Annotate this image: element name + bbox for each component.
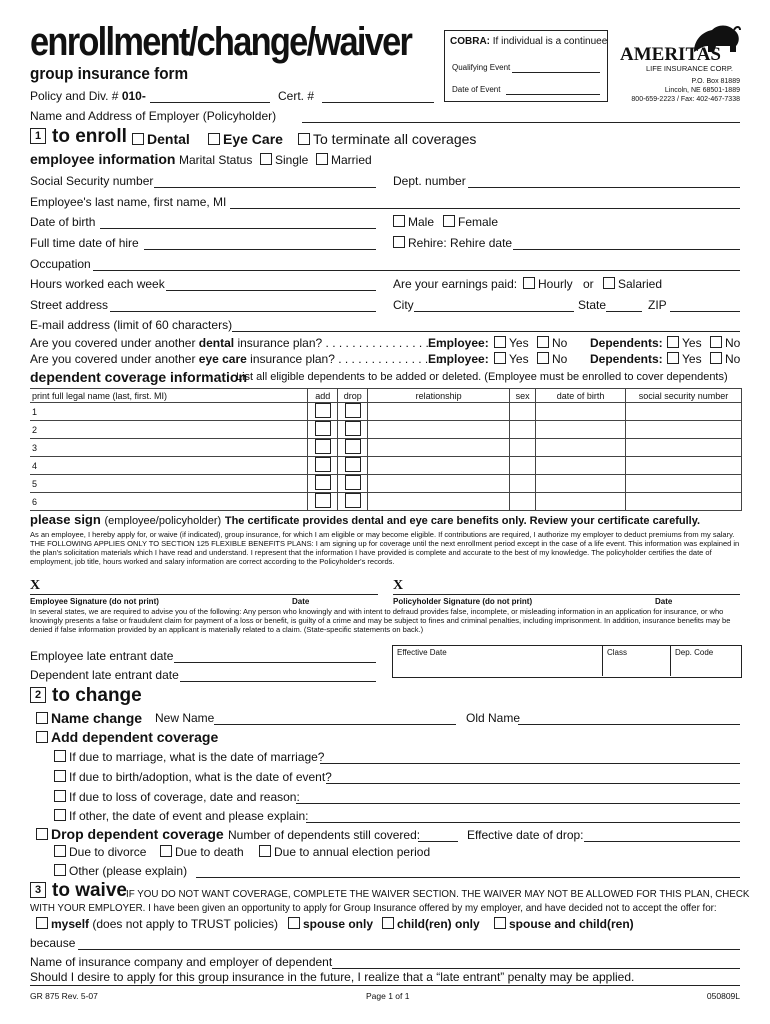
death-option[interactable]: Due to death xyxy=(160,845,244,859)
insurer-label: Name of insurance company and employer of dependent xyxy=(30,955,333,969)
or-label: or xyxy=(583,277,594,291)
drop-checkbox[interactable] xyxy=(345,457,361,472)
birth-option[interactable]: If due to birth/adoption, what is the date of event? xyxy=(54,770,332,784)
occupation-field[interactable] xyxy=(93,270,740,271)
change-heading: 2 to change xyxy=(30,685,142,707)
company-name: AMERITAS xyxy=(620,44,721,65)
dependent-row xyxy=(30,421,742,439)
eye-dep-no-checkbox[interactable] xyxy=(710,352,722,364)
rehire-checkbox[interactable] xyxy=(393,236,405,248)
employee-signature-field[interactable] xyxy=(30,594,378,595)
spouse-checkbox[interactable] xyxy=(288,917,300,929)
dependent-add-cell[interactable] xyxy=(308,493,338,511)
add-checkbox[interactable] xyxy=(315,439,331,454)
dependent-ssn-cell[interactable] xyxy=(626,421,742,439)
eye-option[interactable]: Eye Care xyxy=(208,131,283,147)
salaried-option[interactable]: Salaried xyxy=(603,277,662,291)
marital-label: Marital Status xyxy=(179,153,253,167)
spouse-children-option[interactable]: spouse and child(ren) xyxy=(494,917,634,931)
new-name-field[interactable] xyxy=(214,724,456,725)
late-emp-field[interactable] xyxy=(174,662,376,663)
add-dep-checkbox[interactable] xyxy=(36,731,48,743)
form-number: GR 875 Rev. 5-07 xyxy=(30,991,98,1001)
dependent-row xyxy=(30,457,742,475)
dependent-ssn-cell[interactable] xyxy=(626,439,742,457)
eye-emp-no-checkbox[interactable] xyxy=(537,352,549,364)
male-option[interactable]: Male xyxy=(393,215,434,229)
marriage-option[interactable]: If due to marriage, what is the date of marriage? xyxy=(54,750,324,764)
dependent-drop-cell[interactable] xyxy=(338,421,368,439)
dependent-drop-cell[interactable] xyxy=(338,493,368,511)
drop-checkbox[interactable] xyxy=(345,421,361,436)
dependent-dob-cell[interactable] xyxy=(536,475,626,493)
dependent-name-cell[interactable] xyxy=(30,421,308,439)
because-field[interactable] xyxy=(78,949,740,950)
employee-name-label: Employee's last name, first name, MI xyxy=(30,195,227,209)
add-checkbox[interactable] xyxy=(315,475,331,490)
loss-checkbox[interactable] xyxy=(54,790,66,802)
policyholder-sig-date-label: Date xyxy=(655,597,673,606)
col-sex: sex xyxy=(510,389,536,403)
dependents-header-row xyxy=(30,389,742,403)
drop-checkbox[interactable] xyxy=(345,439,361,454)
qualifying-event-field[interactable] xyxy=(512,72,600,73)
female-checkbox[interactable] xyxy=(443,215,455,227)
dependent-name-cell[interactable] xyxy=(30,403,308,421)
policy-label: Policy and Div. # 010- xyxy=(30,89,146,103)
other-option[interactable]: If other, the date of event and please explain: xyxy=(54,809,309,823)
office-divider-2 xyxy=(670,645,671,676)
dept-field[interactable] xyxy=(468,187,740,188)
children-option[interactable]: child(ren) only xyxy=(382,917,480,931)
waive-caps: IF YOU DO NOT WANT COVERAGE, COMPLETE THE WAIVER SECTION. THE WAIVER MAY NOT BE ALLOWED FOR THIS PLAN, CHECK xyxy=(126,888,750,900)
policyholder-signature-field[interactable] xyxy=(393,594,740,595)
birth-checkbox[interactable] xyxy=(54,770,66,782)
old-name-label: Old Name xyxy=(466,711,521,725)
occupation-label: Occupation xyxy=(30,257,91,271)
dependent-row xyxy=(30,475,742,493)
dependent-dob-cell[interactable] xyxy=(536,403,626,421)
dental-dep-no-checkbox[interactable] xyxy=(710,336,722,348)
employee-info-heading: employee information xyxy=(30,151,176,167)
employee-sig-date-label: Date xyxy=(292,597,310,606)
zip-label: ZIP xyxy=(648,298,667,312)
divorce-option[interactable]: Due to divorce xyxy=(54,845,146,859)
divorce-checkbox[interactable] xyxy=(54,845,66,857)
dependent-sex-cell[interactable] xyxy=(510,403,536,421)
drop-checkbox[interactable] xyxy=(345,493,361,508)
row-number: 4 xyxy=(32,460,38,471)
because-label: because xyxy=(30,936,76,950)
dependent-drop-cell[interactable] xyxy=(338,439,368,457)
female-option[interactable]: Female xyxy=(443,215,498,229)
section-2-number: 2 xyxy=(30,687,46,703)
add-checkbox[interactable] xyxy=(315,421,331,436)
row-number: 3 xyxy=(32,442,38,453)
q-eye-label: Are you covered under another eye care insurance plan? . . . . . . . . . . . . . . . . xyxy=(30,352,442,366)
dependent-add-cell[interactable] xyxy=(308,457,338,475)
salaried-checkbox[interactable] xyxy=(603,277,615,289)
dependent-name-cell[interactable] xyxy=(30,475,308,493)
ssn-label: Social Security number xyxy=(30,174,154,188)
qualifying-event-label: Qualifying Event xyxy=(452,63,511,72)
state-field[interactable] xyxy=(606,311,642,312)
hours-label: Hours worked each week xyxy=(30,277,165,291)
company-address1: P.O. Box 81889 xyxy=(691,78,740,85)
marriage-checkbox[interactable] xyxy=(54,750,66,762)
other-checkbox[interactable] xyxy=(54,809,66,821)
dental-emp-no-checkbox[interactable] xyxy=(537,336,549,348)
employee-sig-label: Employee Signature (do not print) xyxy=(30,597,159,606)
fulltime-label: Full time date of hire xyxy=(30,236,139,250)
dependent-name-cell[interactable] xyxy=(30,493,308,511)
state-label: State xyxy=(578,298,607,312)
birth-field[interactable] xyxy=(326,783,740,784)
annual-checkbox[interactable] xyxy=(259,845,271,857)
dependent-dob-cell[interactable] xyxy=(536,493,626,511)
num-deps-label: Number of dependents still covered: xyxy=(228,828,421,842)
dob-label: Date of birth xyxy=(30,215,96,229)
col-relationship: relationship xyxy=(368,389,510,403)
section-1-number: 1 xyxy=(30,128,46,144)
city-field[interactable] xyxy=(414,311,574,312)
col-add: add xyxy=(308,389,338,403)
dependent-note: List all eligible dependents to be added or deleted. (Employee must be enrolled to cover dependents) xyxy=(236,371,728,383)
other-field[interactable] xyxy=(306,822,740,823)
rehire-date-field[interactable] xyxy=(513,249,740,250)
married-option[interactable]: Married xyxy=(316,153,372,167)
q-dental-emp-no[interactable]: No xyxy=(537,336,567,350)
other-explain-field[interactable] xyxy=(196,877,740,878)
late-dep-label: Dependent late entrant date xyxy=(30,668,179,682)
dental-emp-yes-checkbox[interactable] xyxy=(494,336,506,348)
cobra-heading: COBRA: If individual is a continuee xyxy=(450,36,608,47)
ssn-field[interactable] xyxy=(154,187,376,188)
col-name: print full legal name (last, first. MI) xyxy=(30,389,308,403)
page-number: Page 1 of 1 xyxy=(366,991,410,1001)
earnings-label: Are your earnings paid: xyxy=(393,277,518,291)
email-field[interactable] xyxy=(232,331,740,332)
dependent-name-cell[interactable] xyxy=(30,457,308,475)
company-phone: 800-659-2223 / Fax: 402-467-7338 xyxy=(631,96,740,103)
eye-dep-yes-checkbox[interactable] xyxy=(667,352,679,364)
dependent-sex-cell[interactable] xyxy=(510,439,536,457)
company-sub: LIFE INSURANCE CORP. xyxy=(646,64,733,73)
dependent-sex-cell[interactable] xyxy=(510,493,536,511)
col-drop: drop xyxy=(338,389,368,403)
dependent-ssn-cell[interactable] xyxy=(626,475,742,493)
cert-field[interactable] xyxy=(322,102,434,103)
drop-checkbox[interactable] xyxy=(345,403,361,418)
effective-date-label: Effective Date xyxy=(397,648,447,657)
employer-label: Name and Address of Employer (Policyholder) xyxy=(30,109,277,123)
late-emp-label: Employee late entrant date xyxy=(30,649,174,663)
dependent-drop-cell[interactable] xyxy=(338,403,368,421)
dependent-sex-cell[interactable] xyxy=(510,421,536,439)
section-3-number: 3 xyxy=(30,882,46,898)
waive-line2: WITH YOUR EMPLOYER. I have been given an opportunity to apply for Group Insurance offered by my employer, and have decided not to accept the offer for: xyxy=(30,902,717,914)
dependent-dob-cell[interactable] xyxy=(536,421,626,439)
q-dental-dep-yes[interactable]: Yes xyxy=(667,336,702,350)
new-name-label: New Name xyxy=(155,711,215,725)
form-title: enrollment/change/waiver xyxy=(30,20,412,64)
late-dep-field[interactable] xyxy=(180,681,376,682)
city-label: City xyxy=(393,298,414,312)
name-change-checkbox[interactable] xyxy=(36,712,48,724)
q-eye-employee-label: Employee: xyxy=(428,352,489,366)
name-change-option[interactable]: Name change xyxy=(36,710,142,726)
add-checkbox[interactable] xyxy=(315,403,331,418)
dependent-dob-cell[interactable] xyxy=(536,439,626,457)
street-label: Street address xyxy=(30,298,109,312)
death-checkbox[interactable] xyxy=(160,845,172,857)
q-eye-dep-no[interactable]: No xyxy=(710,352,740,366)
marriage-field[interactable] xyxy=(320,763,740,764)
dependent-ssn-cell[interactable] xyxy=(626,403,742,421)
q-dental-employee-label: Employee: xyxy=(428,336,489,350)
q-eye-emp-no[interactable]: No xyxy=(537,352,567,366)
other-explain-option[interactable]: Other (please explain) xyxy=(54,864,187,878)
hourly-checkbox[interactable] xyxy=(523,277,535,289)
fraud-paragraph: In several states, we are required to advise you of the following: Any person who knowingly and with intent to defraud provides false, incomplete, or misleading information in an application for insurance, or who knowingly presents a false or fraudulent claim for payment of a loss or benefit, is guilty of a crime and may be subject to fines and criminal penalties, including imprisonment. In addition, insurance benefits may be denied if false information provided by an applicant is materially related to a claim. (State-specific statements on back.) xyxy=(30,607,731,634)
rehire-option[interactable]: Rehire: Rehire date xyxy=(393,236,512,250)
spouse-children-checkbox[interactable] xyxy=(494,917,506,929)
eye-care-checkbox[interactable] xyxy=(208,133,220,145)
dependent-name-cell[interactable] xyxy=(30,439,308,457)
myself-checkbox[interactable] xyxy=(36,917,48,929)
employer-field[interactable] xyxy=(302,122,740,123)
row-number: 2 xyxy=(32,424,38,435)
dependent-add-cell[interactable] xyxy=(308,439,338,457)
myself-option[interactable]: myself (does not apply to TRUST policies) xyxy=(36,917,278,931)
form-subtitle: group insurance form xyxy=(30,64,189,83)
row-number: 5 xyxy=(32,478,38,489)
waive-heading: 3 to waive xyxy=(30,880,127,902)
dependent-relationship-cell[interactable] xyxy=(368,403,510,421)
drop-dep-checkbox[interactable] xyxy=(36,828,48,840)
single-option[interactable]: Single xyxy=(260,153,308,167)
num-deps-field[interactable] xyxy=(418,841,458,842)
policyholder-sig-x: X xyxy=(393,578,404,593)
dependent-relationship-cell[interactable] xyxy=(368,457,510,475)
company-address2: Lincoln, NE 68501-1889 xyxy=(664,87,740,94)
dependent-ssn-cell[interactable] xyxy=(626,457,742,475)
footer-rule xyxy=(30,985,740,986)
add-checkbox[interactable] xyxy=(315,457,331,472)
sign-paragraph: As an employee, I hereby apply for, or waive (if indicated), group insurance, for which I am eligible or may become eligible. If contributions are required, I authorize my employer to deduct premiums from my salary. THE FOLLOWING APPLIES ONLY TO SECTION 125 FLEXIBLE BENEFITS PLANS: I am signing up for coverage until the next enrollment period except in the case of a life event. This information was explained in the plan's solicitation materials which I have read and understand. I represent that the information I have provided is complete and accurate to the best of my knowledge. The policyholder certifies the date of employment, job title, hours worked and salary information are correct according to the Policyholder's records. xyxy=(30,530,740,566)
dependents-table xyxy=(30,388,742,511)
eye-emp-yes-checkbox[interactable] xyxy=(494,352,506,364)
form-code: 050809L xyxy=(706,991,740,1001)
dependent-row xyxy=(30,439,742,457)
dependent-relationship-cell[interactable] xyxy=(368,439,510,457)
drop-checkbox[interactable] xyxy=(345,475,361,490)
dependent-row xyxy=(30,403,742,421)
row-number: 1 xyxy=(32,406,38,417)
enroll-heading: 1 to enroll xyxy=(30,126,127,148)
add-checkbox[interactable] xyxy=(315,493,331,508)
row-number: 6 xyxy=(32,496,38,507)
employee-name-field[interactable] xyxy=(230,208,740,209)
spouse-option[interactable]: spouse only xyxy=(288,917,373,931)
dependent-dob-cell[interactable] xyxy=(536,457,626,475)
cert-label: Cert. # xyxy=(278,89,315,103)
date-of-event-field[interactable] xyxy=(506,94,600,95)
old-name-field[interactable] xyxy=(518,724,740,725)
late-entrant-note: Should I desire to apply for this group insurance in the future, I realize that a “late entrant” penalty may be applied. xyxy=(30,970,635,984)
q-eye-emp-yes[interactable]: Yes xyxy=(494,352,529,366)
dob-field[interactable] xyxy=(100,228,376,229)
other-explain-checkbox[interactable] xyxy=(54,864,66,876)
email-label: E-mail address (limit of 60 characters) xyxy=(30,318,233,332)
policyholder-sig-label: Policyholder Signature (do not print) xyxy=(393,597,533,606)
loss-field[interactable] xyxy=(296,803,740,804)
q-eye-dependents-label: Dependents: xyxy=(590,352,663,366)
children-checkbox[interactable] xyxy=(382,917,394,929)
male-checkbox[interactable] xyxy=(393,215,405,227)
hours-field[interactable] xyxy=(166,290,376,291)
dependent-heading: dependent coverage information xyxy=(30,369,248,385)
hourly-option[interactable]: Hourly xyxy=(523,277,573,291)
single-checkbox[interactable] xyxy=(260,153,272,165)
drop-dep-option[interactable]: Drop dependent coverage xyxy=(36,826,224,842)
q-dental-label: Are you covered under another dental insurance plan? . . . . . . . . . . . . . . . . . xyxy=(30,336,436,350)
class-label: Class xyxy=(607,648,628,657)
dental-option[interactable]: Dental xyxy=(132,131,190,147)
dep-code-label: Dep. Code xyxy=(675,648,714,657)
employee-sig-x: X xyxy=(30,578,41,593)
annual-option[interactable]: Due to annual election period xyxy=(259,845,430,859)
married-checkbox[interactable] xyxy=(316,153,328,165)
office-divider-1 xyxy=(602,645,603,676)
zip-field[interactable] xyxy=(670,311,740,312)
dependent-drop-cell[interactable] xyxy=(338,457,368,475)
dental-checkbox[interactable] xyxy=(132,133,144,145)
loss-option[interactable]: If due to loss of coverage, date and reason: xyxy=(54,790,300,804)
dependent-add-cell[interactable] xyxy=(308,421,338,439)
col-ssn: social security number xyxy=(626,389,742,403)
dependent-sex-cell[interactable] xyxy=(510,457,536,475)
terminate-checkbox[interactable] xyxy=(298,133,310,145)
fulltime-field[interactable] xyxy=(144,249,376,250)
street-field[interactable] xyxy=(110,311,376,312)
dental-dep-yes-checkbox[interactable] xyxy=(667,336,679,348)
eff-drop-label: Effective date of drop: xyxy=(467,828,584,842)
add-dep-option[interactable]: Add dependent coverage xyxy=(36,729,218,745)
eff-drop-field[interactable] xyxy=(584,841,740,842)
date-of-event-label: Date of Event xyxy=(452,85,501,94)
sign-heading: please sign (employee/policyholder) The certificate provides dental and eye care benefits only. Review your certificate carefully. xyxy=(30,512,701,527)
dependent-row xyxy=(30,493,742,511)
q-eye-dep-yes[interactable]: Yes xyxy=(667,352,702,366)
dependent-add-cell[interactable] xyxy=(308,403,338,421)
q-dental-dependents-label: Dependents: xyxy=(590,336,663,350)
dept-label: Dept. number xyxy=(393,174,466,188)
terminate-option[interactable]: To terminate all coverages xyxy=(298,131,476,147)
dependent-relationship-cell[interactable] xyxy=(368,421,510,439)
dependent-relationship-cell[interactable] xyxy=(368,493,510,511)
dependent-ssn-cell[interactable] xyxy=(626,493,742,511)
q-dental-dep-no[interactable]: No xyxy=(710,336,740,350)
dependent-sex-cell[interactable] xyxy=(510,475,536,493)
dependent-add-cell[interactable] xyxy=(308,475,338,493)
col-dob: date of birth xyxy=(536,389,626,403)
dependent-drop-cell[interactable] xyxy=(338,475,368,493)
q-dental-emp-yes[interactable]: Yes xyxy=(494,336,529,350)
dependent-relationship-cell[interactable] xyxy=(368,475,510,493)
insurer-field[interactable] xyxy=(332,968,740,969)
policy-field[interactable] xyxy=(150,102,270,103)
